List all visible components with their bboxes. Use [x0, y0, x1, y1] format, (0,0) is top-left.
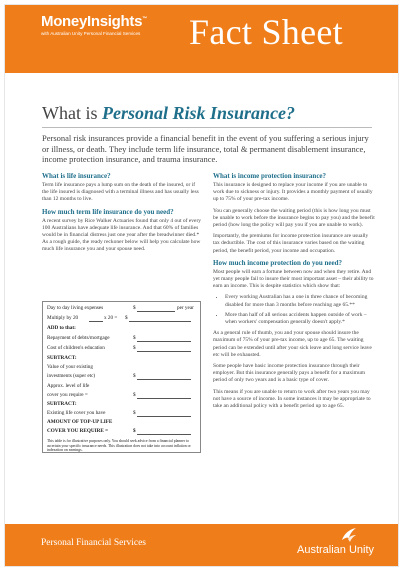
brand-logo: MoneyInsights™	[41, 13, 147, 30]
statistics-list	[213, 294, 375, 326]
title-divider	[42, 127, 372, 128]
ws-row: Day to day living expenses $ per year	[47, 305, 194, 311]
ws-row: cover you require = $	[47, 392, 196, 400]
paragraph: As a general rule of thumb, you and your spouse should insure the maximum of 75% of your pre-tax income, up to age 65. The waiting period can be extended until after your sick leave and long service leave etc will be exhausted.	[213, 330, 372, 358]
heading-how-much-income: How much income protection do you need?	[213, 258, 342, 267]
ws-row: COVER YOU REQUIRE = $	[47, 428, 196, 436]
table-footnote: This table is for illustrative purposes only. You should seek advice from a financial planner to ascertain your specific insurance needs. This illustration does not take into account inflation or indexation on earnings.	[47, 439, 191, 453]
list-item: • Every working Australian has a one in three chance of becoming disabled for more than 3 months before reaching age 65.**	[225, 294, 375, 308]
list-item: • More than half of all serious accidents happen outside of work – when workers' compensation generally doesn't apply.*	[225, 312, 375, 326]
right-column	[213, 172, 375, 414]
australian-unity-logo: Australian Unity	[297, 544, 375, 556]
ws-row: Approx. level of life	[47, 383, 90, 389]
heading-how-much-life: How much term life insurance do you need?	[42, 207, 174, 216]
ws-row: Multiply by 20 x 20 = $	[47, 315, 196, 323]
ws-row: Repayment of debts/mortgage $	[47, 335, 196, 343]
paragraph: This means if you are unable to return to work after two years you may not have a source of income. In some instances it may be appropriate to take an additional policy with a benefit period up to age 65.	[213, 388, 371, 410]
ws-row: Value of your existing	[47, 364, 93, 370]
fact-sheet-title: Fact Sheet	[189, 12, 343, 52]
fact-sheet-page	[4, 4, 399, 567]
ws-row: AMOUNT OF TOP-UP LIFE	[47, 419, 113, 425]
ready-reckoner-table	[42, 301, 201, 453]
paragraph: Term life insurance pays a lump sum on the death of the insured, or if the life insured is diagnosed with a terminal illness and has usually less than 12 months to live.	[42, 182, 199, 203]
paragraph: Most people will earn a fortune between now and when they retire. And yet many people fail to insure their most important asset – their ability to earn an income. This is despite statistics which show that:	[213, 268, 374, 290]
ws-row: SUBTRACT:	[47, 355, 77, 361]
left-column	[42, 172, 202, 258]
heading-life-insurance: What is life insurance?	[42, 172, 111, 180]
bird-logo-icon	[339, 526, 359, 546]
ws-row: SUBTRACT:	[47, 401, 77, 407]
heading-income-protection: What is income protection insurance?	[213, 172, 327, 180]
brand-subtitle: with Australian Unity Personal Financial Services	[41, 31, 141, 36]
footer-banner	[5, 524, 398, 566]
paragraph: You can generally choose the waiting period (this is how long you must be unable to work before the insurance begins to pay you) and the benefit period (how long the policy will pay you if you are unable to work).	[213, 207, 375, 229]
paragraph: Importantly, the premiums for income protection insurance are usually tax deductible. The cost of this insurance varies based on the waiting period, the benefit period, your income and occupation.	[213, 233, 369, 254]
ws-row: Existing life cover you have $	[47, 410, 196, 418]
ws-row: ADD to that:	[47, 325, 76, 331]
page-title: What is Personal Risk Insurance?	[42, 103, 296, 123]
paragraph: A recent survey by Rice Walker Actuaries found that only 4 out of every 100 Australians have adequate life insurance. And that 60% of families would be in financial distress just one year after the breadwinner died.* As a rough guide, the ready reckoner below will help you calculate how much life insurance you and your spouse need.	[42, 217, 202, 253]
header-banner	[5, 5, 398, 73]
ws-row: investments (super etc) $	[47, 373, 196, 381]
ws-row: Cost of children's education $	[47, 345, 196, 353]
paragraph: Some people have basic income protection insurance through their employer. But this insurance generally pays a benefit for a maximum period of only two years and is a basic type of cover.	[213, 363, 365, 384]
footer-label: Personal Financial Services	[41, 538, 147, 548]
intro-paragraph: Personal risk insurances provide a financial benefit in the event of you suffering a serious injury or illness, or death. They include term life insurance, total & permanent disablement insurance, income protection insurance, and trauma insurance.	[42, 133, 369, 164]
paragraph: This insurance is designed to replace your income if you are unable to work due to sickness or injury. It provides a monthly payment of usually up to 75% of your pre-tax income.	[213, 182, 373, 203]
